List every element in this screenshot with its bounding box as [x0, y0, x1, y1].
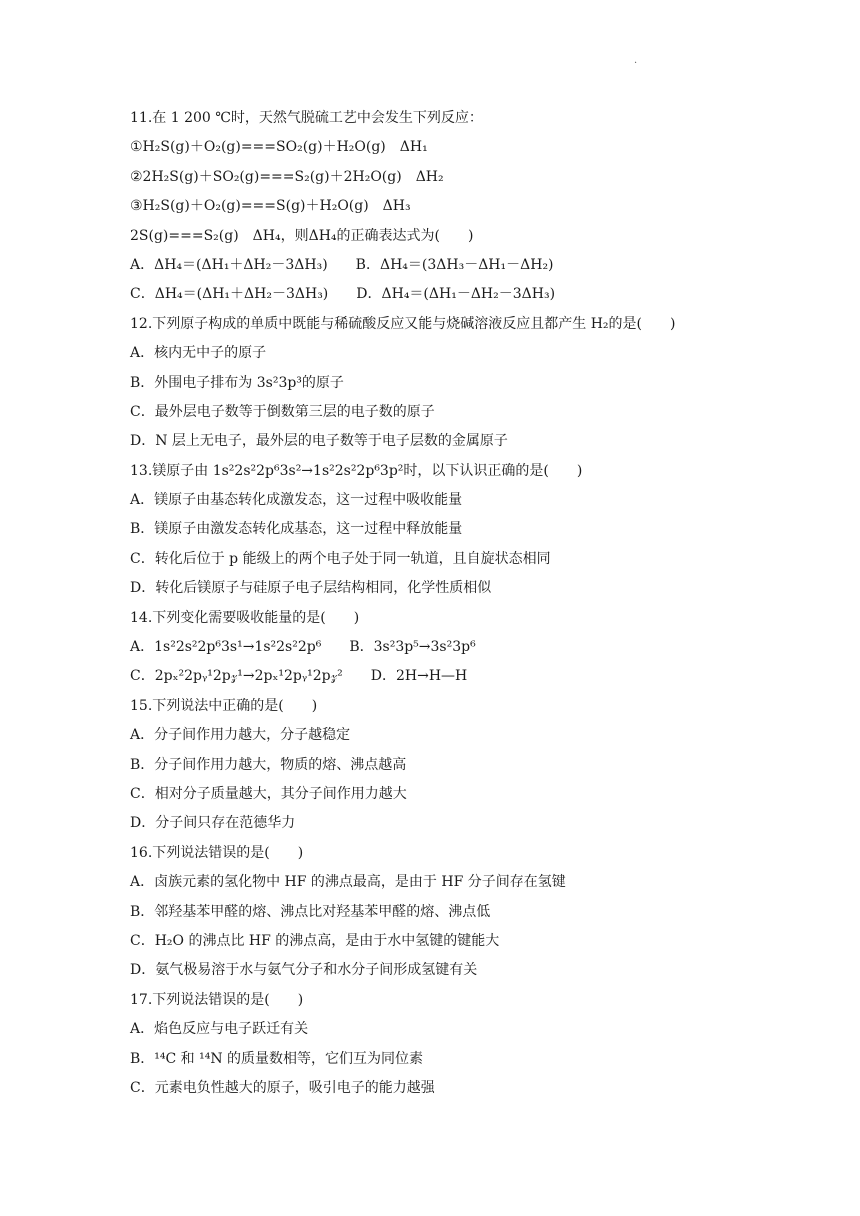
text-line: 15.下列说法中正确的是( ) — [130, 697, 318, 714]
page-marker: · — [634, 58, 638, 69]
text-line: D．N 层上无电子，最外层的电子数等于电子层数的金属原子 — [130, 433, 508, 450]
text-line: D．分子间只存在范德华力 — [130, 815, 296, 832]
text-line: A．分子间作用力越大，分子越稳定 — [130, 727, 351, 744]
text-line: B．镁原子由激发态转化成基态，这一过程中释放能量 — [130, 521, 463, 538]
text-line: 17.下列说法错误的是( ) — [130, 991, 304, 1008]
text-line: ①H₂S(g)＋O₂(g)===SO₂(g)＋H₂O(g) ΔH₁ — [130, 139, 428, 156]
text-line: D．氨气极易溶于水与氨气分子和水分子间形成氢键有关 — [130, 962, 478, 979]
text-line: B．¹⁴C 和 ¹⁴N 的质量数相等，它们互为同位素 — [130, 1050, 424, 1067]
text-line: A．ΔH₄＝(ΔH₁＋ΔH₂－3ΔH₃) B．ΔH₄＝(3ΔH₃－ΔH₁－ΔH₂) — [130, 256, 554, 273]
text-line: 14.下列变化需要吸收能量的是( ) — [130, 609, 360, 626]
text-line: 13.镁原子由 1s²2s²2p⁶3s²→1s²2s²2p⁶3p²时，以下认识正确的是( ) — [130, 462, 583, 479]
text-line: A．1s²2s²2p⁶3s¹→1s²2s²2p⁶ B．3s²3p⁵→3s²3p⁶ — [130, 639, 476, 656]
text-line: 11.在 1 200 ℃时，天然气脱硫工艺中会发生下列反应： — [130, 110, 483, 126]
text-line: A．卤族元素的氢化物中 HF 的沸点最高，是由于 HF 分子间存在氢键 — [130, 874, 566, 891]
text-line: B．外围电子排布为 3s²3p³的原子 — [130, 374, 344, 391]
text-line: C．最外层电子数等于倒数第三层的电子数的原子 — [130, 403, 435, 420]
text-line: C．相对分子质量越大，其分子间作用力越大 — [130, 785, 407, 802]
text-line: A．焰色反应与电子跃迁有关 — [130, 1021, 309, 1038]
text-line: ②2H₂S(g)＋SO₂(g)===S₂(g)＋2H₂O(g) ΔH₂ — [130, 168, 444, 185]
text-line: A．镁原子由基态转化成激发态，这一过程中吸收能量 — [130, 492, 463, 509]
text-line: 12.下列原子构成的单质中既能与稀硫酸反应又能与烧碱溶液反应且都产生 H₂的是( ) — [130, 315, 676, 332]
question-text-block — [130, 104, 770, 1103]
text-line: C．ΔH₄＝(ΔH₁＋ΔH₂－3ΔH₃) D．ΔH₄＝(ΔH₁－ΔH₂－3ΔH₃) — [130, 286, 556, 303]
text-line: C．转化后位于 p 能级上的两个电子处于同一轨道，且自旋状态相同 — [130, 550, 551, 567]
text-line: B．分子间作用力越大，物质的熔、沸点越高 — [130, 756, 407, 773]
text-line: 2S(g)===S₂(g) ΔH₄，则ΔH₄的正确表达式为( ) — [130, 227, 474, 244]
text-line: C．2pₓ²2pᵧ¹2p𝓏¹→2pₓ¹2pᵧ¹2p𝓏² D．2H→H—H — [130, 668, 468, 685]
text-line: C．H₂O 的沸点比 HF 的沸点高，是由于水中氢键的键能大 — [130, 932, 500, 949]
text-line: B．邻羟基苯甲醛的熔、沸点比对羟基苯甲醛的熔、沸点低 — [130, 903, 491, 920]
text-line: D．转化后镁原子与硅原子电子层结构相同，化学性质相似 — [130, 580, 492, 597]
text-line: C．元素电负性越大的原子，吸引电子的能力越强 — [130, 1079, 435, 1096]
text-line: A．核内无中子的原子 — [130, 345, 267, 362]
text-line: 16.下列说法错误的是( ) — [130, 844, 304, 861]
text-line: ③H₂S(g)＋O₂(g)===S(g)＋H₂O(g) ΔH₃ — [130, 198, 411, 215]
